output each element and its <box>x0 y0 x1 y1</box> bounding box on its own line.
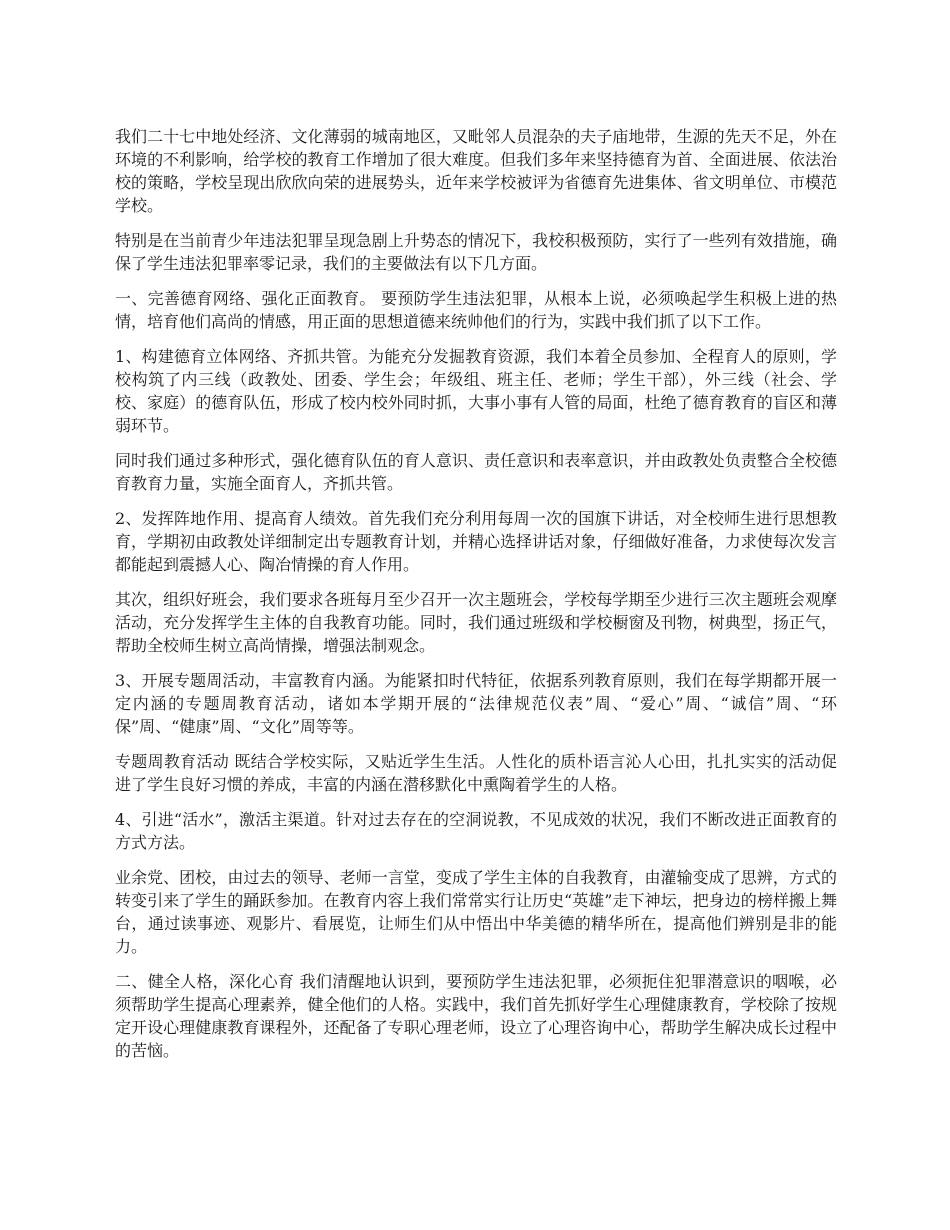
paragraph-3: 一、完善德育网络、强化正面教育。 要预防学生违法犯罪，从根本上说，必须唤起学生积极上进的热情，培育他们高尚的情感，用正面的思想道德来统帅他们的行为，实践中我们抓了以下工作。 <box>115 289 837 331</box>
paragraph-12: 二、健全人格，深化心育 我们清醒地认识到，要预防学生违法犯罪，必须扼住犯罪潜意识的咽喉，必须帮助学生提高心理素养，健全他们的人格。实践中，我们首先抓好学生心理健康教育，学校除了按规定开设心理健康教育课程外，还配备了专职心理老师，设立了心理咨询中心，帮助学生解决成长过程中的苦恼。 <box>115 972 837 1060</box>
paragraph-9: 专题周教育活动 既结合学校实际，又贴近学生生活。人性化的质朴语言沁人心田，扎扎实实的活动促进了学生良好习惯的养成，丰富的内涵在潜移默化中熏陶着学生的人格。 <box>115 752 837 794</box>
paragraph-10: 4、引进“活水”，激活主渠道。针对过去存在的空洞说教，不见成效的状况，我们不断改进正面教育的方式方法。 <box>115 810 837 852</box>
paragraph-7: 其次，组织好班会，我们要求各班每月至少召开一次主题班会，学校每学期至少进行三次主题班会观摩活动，充分发挥学生主体的自我教育功能。同时，我们通过班级和学校橱窗及刊物，树典型，扬正气，帮助全校师生树立高尚情操，增强法制观念。 <box>115 590 837 655</box>
paragraph-5: 同时我们通过多种形式，强化德育队伍的育人意识、责任意识和表率意识，并由政教处负责整合全校德育教育力量，实施全面育人，齐抓共管。 <box>115 451 837 493</box>
paragraph-4: 1、构建德育立体网络、齐抓共管。为能充分发掘教育资源，我们本着全员参加、全程育人的原则，学校构筑了内三线（政教处、团委、学生会；年级组、班主任、老师；学生干部），外三线（社会、学校、家庭）的德育队伍，形成了校内校外同时抓，大事小事有人管的局面，杜绝了德育教育的盲区和薄弱环节。 <box>115 347 837 435</box>
paragraph-8: 3、开展专题周活动，丰富教育内涵。为能紧扣时代特征，依据系列教育原则，我们在每学期都开展一定内涵的专题周教育活动，诸如本学期开展的“法律规范仪表”周、“爱心”周、“诚信”周、“环保”周、“健康”周、“文化”周等等。 <box>115 671 837 736</box>
paragraph-11: 业余党、团校，由过去的领导、老师一言堂，变成了学生主体的自我教育，由灌输变成了思辨，方式的转变引来了学生的踊跃参加。在教育内容上我们常常实行让历史“英雄”走下神坛，把身边的榜样搬上舞台，通过读事迹、观影片、看展览，让师生们从中悟出中华美德的精华所在，提高他们辨别是非的能力。 <box>115 868 837 956</box>
paragraph-2: 特别是在当前青少年违法犯罪呈现急剧上升势态的情况下，我校积极预防，实行了一些列有效措施，确保了学生违法犯罪率零记录，我们的主要做法有以下几方面。 <box>115 231 837 273</box>
document-body <box>115 125 837 1074</box>
paragraph-1: 我们二十七中地处经济、文化薄弱的城南地区，又毗邻人员混杂的夫子庙地带，生源的先天不足，外在环境的不利影响，给学校的教育工作增加了很大难度。但我们多年来坚持德育为首、全面进展、依法治校的策略，学校呈现出欣欣向荣的进展势头，近年来学校被评为省德育先进集体、省文明单位、市模范学校。 <box>115 127 837 215</box>
paragraph-6: 2、发挥阵地作用、提高育人绩效。首先我们充分利用每周一次的国旗下讲话，对全校师生进行思想教育，学期初由政教处详细制定出专题教育计划，并精心选择讲话对象，仔细做好准备，力求使每次发言都能起到震撼人心、陶冶情操的育人作用。 <box>115 509 837 574</box>
